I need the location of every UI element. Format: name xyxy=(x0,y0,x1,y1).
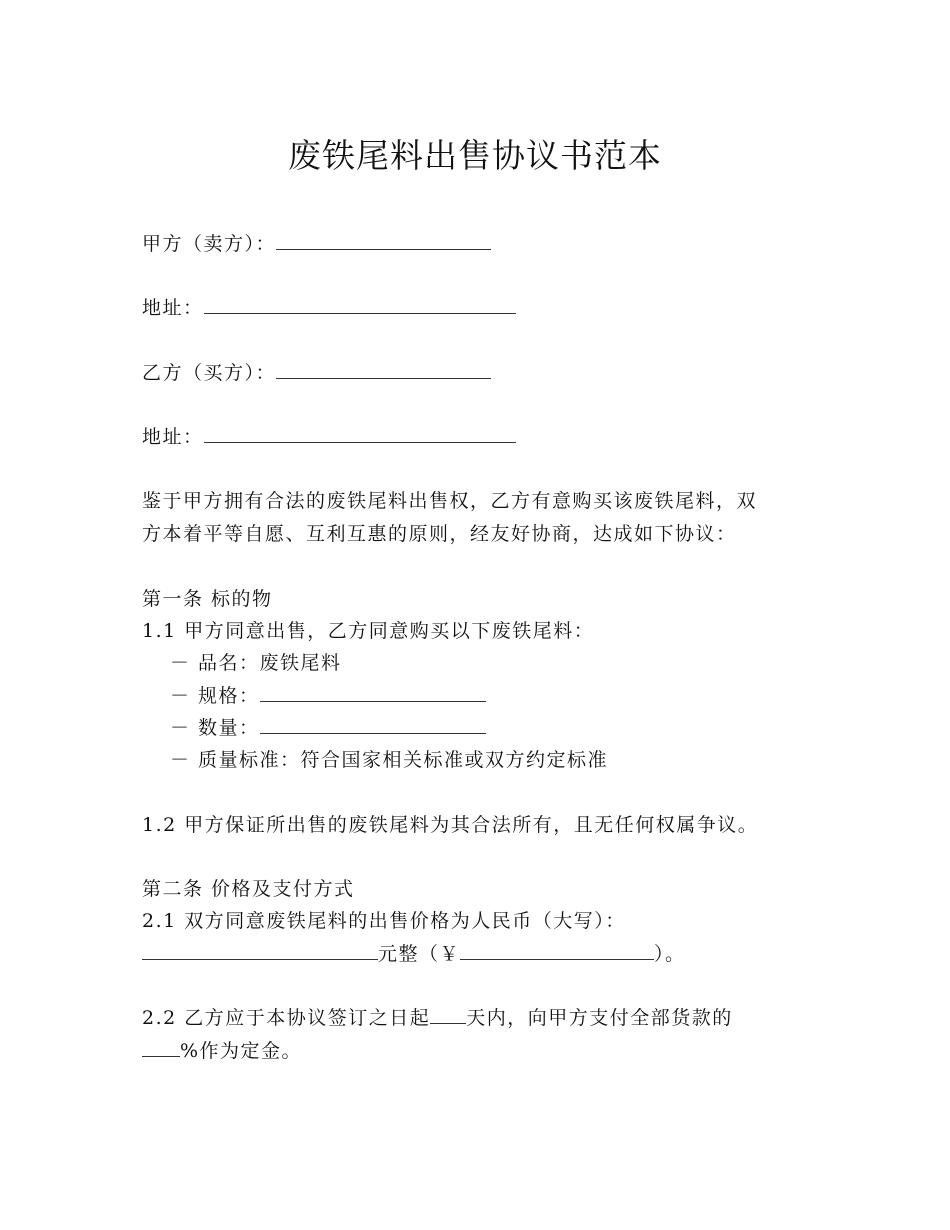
item-quantity-blank[interactable] xyxy=(260,715,486,734)
party-a-line xyxy=(142,229,491,259)
party-a-label: 甲方（卖方）： xyxy=(142,233,277,255)
clause-2-2-line-2 xyxy=(142,1036,302,1066)
party-b-blank[interactable] xyxy=(276,360,491,379)
party-b-label: 乙方（买方）： xyxy=(142,362,277,384)
price-number-blank[interactable] xyxy=(460,941,654,960)
item-quantity-line xyxy=(170,713,486,743)
party-b-address-blank[interactable] xyxy=(204,424,516,443)
article-2-heading: 第二条 价格及支付方式 xyxy=(142,878,355,900)
price-words-blank[interactable] xyxy=(142,941,378,960)
party-a-address-label: 地址： xyxy=(142,297,204,319)
party-b-address-label: 地址： xyxy=(142,426,204,448)
clause-2-2-text-c: %作为定金。 xyxy=(180,1040,303,1062)
item-spec-label: － 规格： xyxy=(170,685,260,707)
preamble-line-2: 方本着平等自愿、互利互惠的原则，经友好协商，达成如下协议： xyxy=(142,523,737,545)
payment-days-blank[interactable] xyxy=(430,1005,466,1024)
item-quality: － 质量标准：符合国家相关标准或双方约定标准 xyxy=(170,749,609,771)
party-a-address-line xyxy=(142,293,516,323)
clause-2-1-line-2 xyxy=(142,939,686,969)
clause-1-1: 1.1 甲方同意出售，乙方同意购买以下废铁尾料： xyxy=(142,620,595,642)
deposit-percent-blank[interactable] xyxy=(142,1038,180,1057)
clause-2-2-text-b: 天内，向甲方支付全部货款的 xyxy=(466,1007,733,1029)
party-a-address-blank[interactable] xyxy=(204,295,516,314)
item-quantity-label: － 数量： xyxy=(170,717,260,739)
clause-1-2: 1.2 甲方保证所出售的废铁尾料为其合法所有，且无任何权属争议。 xyxy=(142,814,759,836)
item-spec-blank[interactable] xyxy=(260,683,486,702)
price-close-text: ）。 xyxy=(654,943,686,965)
article-1-heading: 第一条 标的物 xyxy=(142,588,273,610)
item-spec-line xyxy=(170,681,486,711)
item-name: － 品名：废铁尾料 xyxy=(170,652,342,674)
clause-2-1-line-1: 2.1 双方同意废铁尾料的出售价格为人民币（大写）： xyxy=(142,910,626,932)
clause-2-2-line-1 xyxy=(142,1003,733,1033)
party-a-blank[interactable] xyxy=(276,231,491,250)
party-b-address-line xyxy=(142,422,516,452)
price-unit-text: 元整（￥ xyxy=(378,943,461,965)
party-b-line xyxy=(142,358,491,388)
preamble-line-1: 鉴于甲方拥有合法的废铁尾料出售权，乙方有意购买该废铁尾料，双 xyxy=(142,490,758,512)
document-title: 废铁尾料出售协议书范本 xyxy=(288,136,662,175)
clause-2-2-text-a: 2.2 乙方应于本协议签订之日起 xyxy=(142,1007,431,1029)
